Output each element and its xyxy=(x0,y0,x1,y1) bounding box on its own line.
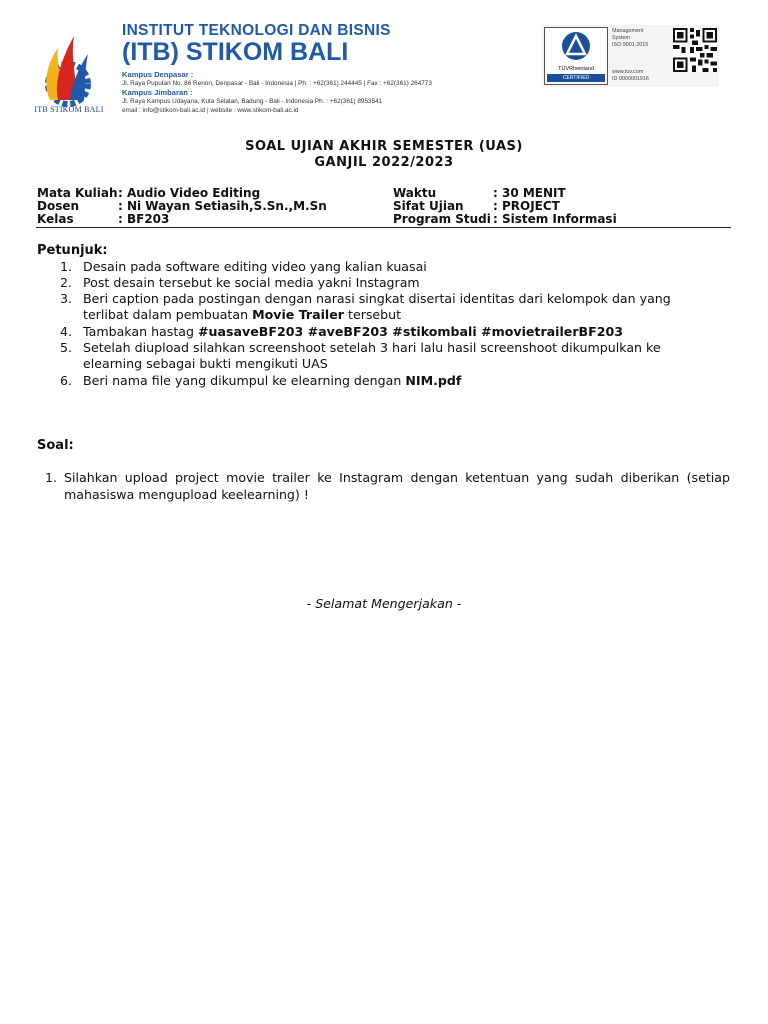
info-value-kelas: : BF203 xyxy=(118,212,170,226)
cert-line2: System xyxy=(612,35,630,41)
petunjuk-item-3-line2 xyxy=(83,307,401,323)
exam-semester: GANJIL 2022/2023 xyxy=(314,155,454,170)
item-text: tersebut xyxy=(344,307,402,322)
petunjuk-item-6 xyxy=(83,373,461,389)
info-value-waktu: : 30 MENIT xyxy=(493,186,566,200)
qr-code-icon xyxy=(673,28,717,72)
petunjuk-item-number: 6. xyxy=(59,373,72,388)
info-value-dosen: : Ni Wayan Setiasih,S.Sn.,M.Sn xyxy=(118,199,327,213)
item-text: terlibat dalam pembuatan xyxy=(83,307,253,322)
institution-name-line1: INSTITUT TEKNOLOGI DAN BISNIS xyxy=(122,22,391,39)
petunjuk-heading: Petunjuk: xyxy=(37,243,108,258)
info-label-dosen: Dosen xyxy=(37,199,80,213)
contact-line: email : info@stikom-bali.ac.id | website : www.stikom-bali.ac.id xyxy=(122,107,299,114)
soal-item-number: 1. xyxy=(44,470,57,485)
itb-stikom-bali-logo xyxy=(28,22,108,117)
cert-line1: Management xyxy=(612,28,644,34)
petunjuk-item-4 xyxy=(83,324,623,340)
petunjuk-item-number: 5. xyxy=(59,340,72,355)
petunjuk-item-number: 1. xyxy=(59,259,72,274)
cert-line5: ID 9000001916 xyxy=(612,76,649,82)
campus1-label: Kampus Denpasar : xyxy=(122,70,194,79)
petunjuk-item-number: 2. xyxy=(59,275,72,290)
petunjuk-item-3-line1: Beri caption pada postingan dengan narasi singkat disertai identitas dari kelompok dan yang xyxy=(83,291,671,306)
header-divider xyxy=(36,227,731,228)
item-text: Tambakan hastag xyxy=(83,324,198,339)
closing-note: - Selamat Mengerjakan - xyxy=(306,596,462,611)
info-label-sifat-ujian: Sifat Ujian xyxy=(393,199,464,213)
tuv-label: TÜVRheinland xyxy=(558,66,594,72)
tuv-box xyxy=(544,27,608,85)
iso-certification-badge xyxy=(542,25,719,87)
letterhead xyxy=(0,0,768,125)
info-value-mata-kuliah: : Audio Video Editing xyxy=(118,186,261,200)
petunjuk-item-2: Post desain tersebut ke social media yakni Instagram xyxy=(83,275,420,290)
logo-caption: ITB STIKOM BALI xyxy=(34,105,104,114)
tuv-triangle-icon xyxy=(545,28,607,66)
movie-trailer-emphasis: Movie Trailer xyxy=(252,307,344,322)
petunjuk-item-5-line2: elearning sebagai bukti mengikuti UAS xyxy=(83,356,328,371)
campus2-address: Jl. Raya Kampus Udayana, Kuta Selatan, Badung - Bali - Indonesia Ph. : +62(361) 8953541 xyxy=(122,98,383,105)
campus1-address: Jl. Raya Puputan No. 86 Renon, Denpasar - Bali - Indonesia | Ph. : +62(361) 244445 | Fax : +62(361) 264773 xyxy=(122,80,432,87)
info-label-kelas: Kelas xyxy=(37,212,74,226)
petunjuk-item-number: 4. xyxy=(59,324,72,339)
tuv-certified-badge: CERTIFIED xyxy=(547,74,605,82)
exam-title: SOAL UJIAN AKHIR SEMESTER (UAS) xyxy=(245,139,523,154)
nim-pdf-emphasis: NIM.pdf xyxy=(405,373,462,388)
info-value-program-studi: : Sistem Informasi xyxy=(493,212,617,226)
info-value-sifat-ujian: : PROJECT xyxy=(493,199,560,213)
petunjuk-item-1: Desain pada software editing video yang kalian kuasai xyxy=(83,259,427,274)
soal-heading: Soal: xyxy=(37,438,74,453)
item-text: Beri nama file yang dikumpul ke elearning dengan xyxy=(83,373,406,388)
info-label-program-studi: Program Studi xyxy=(393,212,491,226)
soal-item-1: Silahkan upload project movie trailer ke Instagram dengan ketentuan yang sudah diberikan (setiap mahasiswa mengupload keelearning) ! xyxy=(64,470,730,502)
cert-line4: www.tuv.com xyxy=(612,69,644,75)
campus2-label: Kampus Jimbaran : xyxy=(122,88,193,97)
cert-line3: ISO 9001:2015 xyxy=(612,42,649,48)
info-label-waktu: Waktu xyxy=(393,186,437,200)
petunjuk-item-5-line1: Setelah diupload silahkan screenshoot setelah 3 hari lalu hasil screenshoot dikumpulkan ke xyxy=(83,340,661,355)
hashtags-emphasis: #uasaveBF203 #aveBF203 #stikombali #movietrailerBF203 xyxy=(198,324,624,339)
info-label-mata-kuliah: Mata Kuliah xyxy=(37,186,118,200)
petunjuk-item-number: 3. xyxy=(59,291,72,306)
institution-name-line2: (ITB) STIKOM BALI xyxy=(122,38,349,66)
